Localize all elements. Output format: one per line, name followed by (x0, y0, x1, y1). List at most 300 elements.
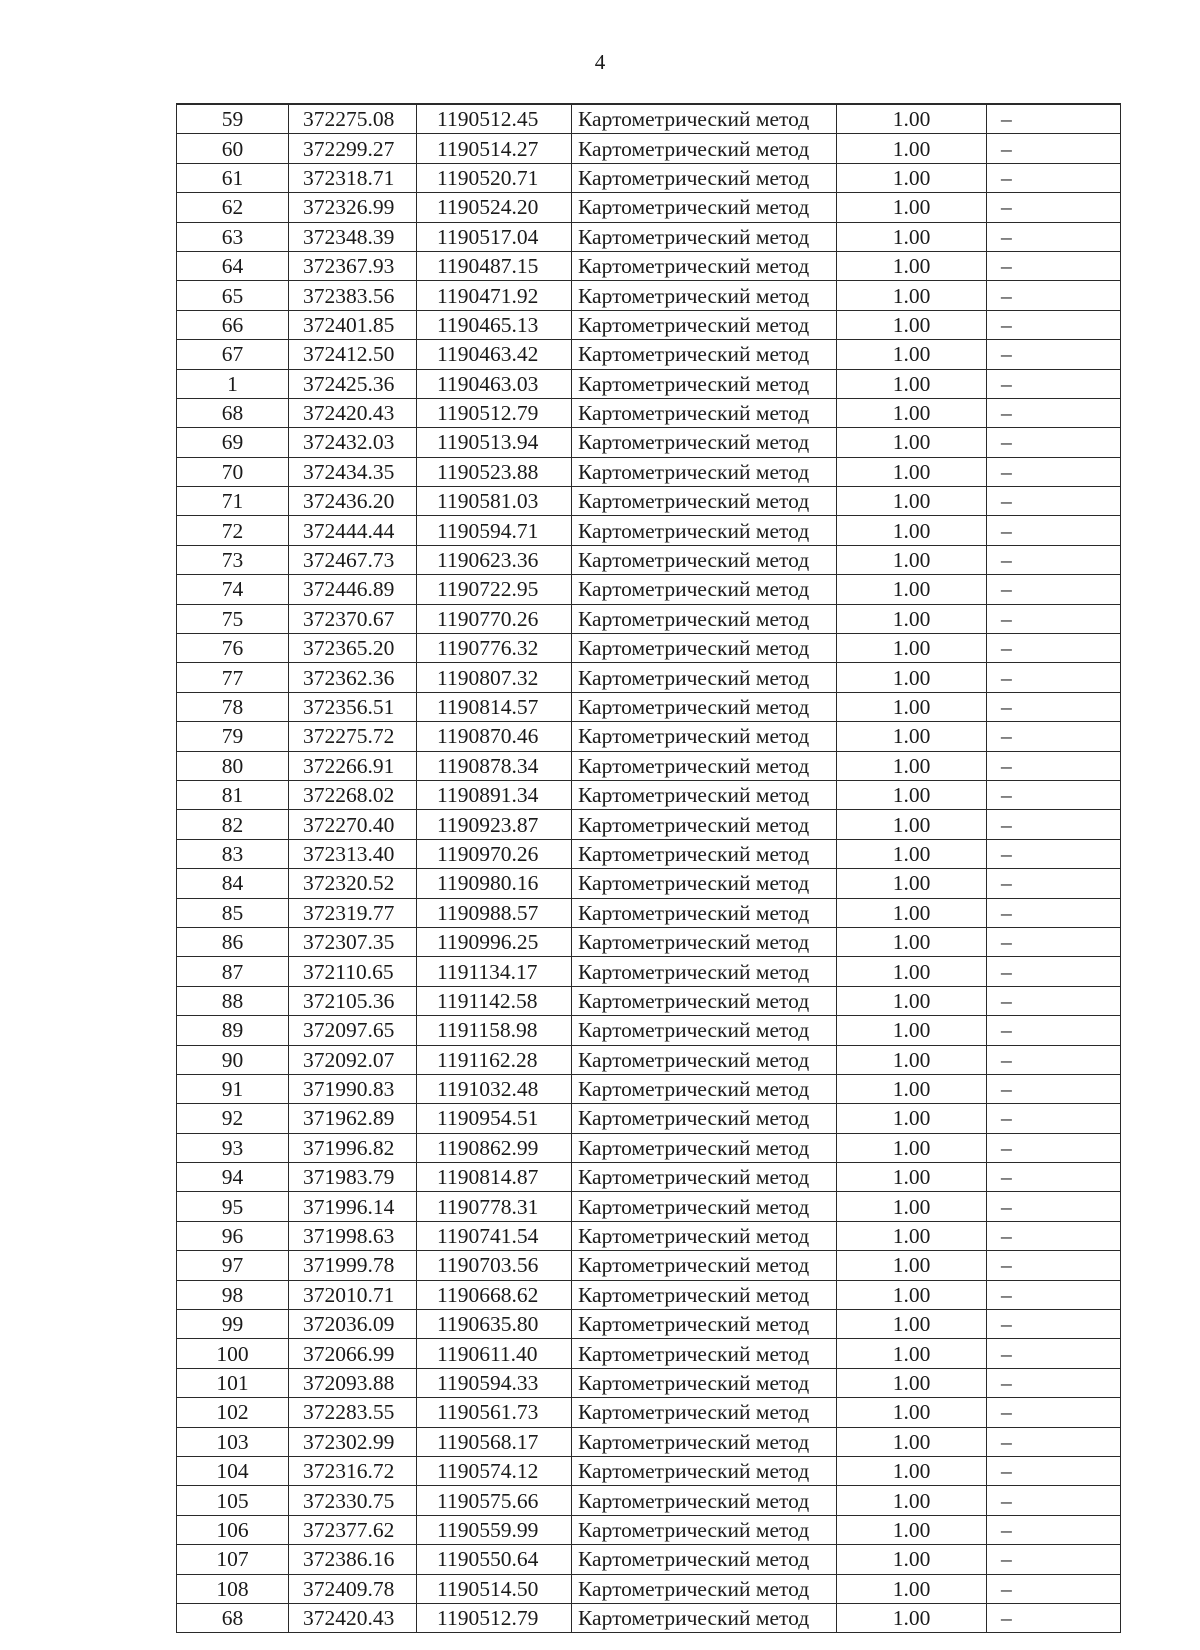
accuracy-cell: 1.00 (837, 722, 987, 751)
x-coordinate-cell: 372266.91 (289, 751, 417, 780)
x-coordinate-cell: 372444.44 (289, 516, 417, 545)
accuracy-cell: 1.00 (837, 193, 987, 222)
note-cell: – (987, 810, 1121, 839)
accuracy-cell: 1.00 (837, 369, 987, 398)
coordinates-table (176, 103, 1121, 1633)
method-cell: Картометрический метод (572, 1074, 837, 1103)
note-cell: – (987, 839, 1121, 868)
accuracy-cell: 1.00 (837, 839, 987, 868)
x-coordinate-cell: 372318.71 (289, 163, 417, 192)
accuracy-cell: 1.00 (837, 1045, 987, 1074)
accuracy-cell: 1.00 (837, 986, 987, 1015)
point-number-cell: 102 (177, 1398, 289, 1427)
x-coordinate-cell: 372370.67 (289, 604, 417, 633)
point-number-cell: 86 (177, 927, 289, 956)
table-row (177, 281, 1121, 310)
accuracy-cell: 1.00 (837, 898, 987, 927)
method-cell: Картометрический метод (572, 634, 837, 663)
coordinates-table-body (177, 104, 1121, 1633)
table-row (177, 545, 1121, 574)
method-cell: Картометрический метод (572, 163, 837, 192)
accuracy-cell: 1.00 (837, 281, 987, 310)
y-coordinate-cell: 1190463.03 (417, 369, 572, 398)
point-number-cell: 78 (177, 692, 289, 721)
y-coordinate-cell: 1190523.88 (417, 457, 572, 486)
note-cell: – (987, 1515, 1121, 1544)
x-coordinate-cell: 372348.39 (289, 222, 417, 251)
accuracy-cell: 1.00 (837, 869, 987, 898)
y-coordinate-cell: 1190770.26 (417, 604, 572, 633)
x-coordinate-cell: 372110.65 (289, 957, 417, 986)
x-coordinate-cell: 372307.35 (289, 927, 417, 956)
method-cell: Картометрический метод (572, 1339, 837, 1368)
y-coordinate-cell: 1191032.48 (417, 1074, 572, 1103)
point-number-cell: 69 (177, 428, 289, 457)
accuracy-cell: 1.00 (837, 1486, 987, 1515)
note-cell: – (987, 516, 1121, 545)
table-row (177, 1133, 1121, 1162)
point-number-cell: 73 (177, 545, 289, 574)
y-coordinate-cell: 1190559.99 (417, 1515, 572, 1544)
method-cell: Картометрический метод (572, 1280, 837, 1309)
method-cell: Картометрический метод (572, 1310, 837, 1339)
table-row (177, 839, 1121, 868)
y-coordinate-cell: 1190778.31 (417, 1192, 572, 1221)
note-cell: – (987, 1456, 1121, 1485)
y-coordinate-cell: 1190575.66 (417, 1486, 572, 1515)
y-coordinate-cell: 1190550.64 (417, 1545, 572, 1574)
point-number-cell: 80 (177, 751, 289, 780)
y-coordinate-cell: 1190923.87 (417, 810, 572, 839)
table-row (177, 134, 1121, 163)
y-coordinate-cell: 1190878.34 (417, 751, 572, 780)
x-coordinate-cell: 372275.72 (289, 722, 417, 751)
note-cell: – (987, 634, 1121, 663)
y-coordinate-cell: 1191142.58 (417, 986, 572, 1015)
accuracy-cell: 1.00 (837, 634, 987, 663)
table-row (177, 1221, 1121, 1250)
point-number-cell: 63 (177, 222, 289, 251)
x-coordinate-cell: 372097.65 (289, 1016, 417, 1045)
method-cell: Картометрический метод (572, 193, 837, 222)
note-cell: – (987, 575, 1121, 604)
x-coordinate-cell: 372313.40 (289, 839, 417, 868)
method-cell: Картометрический метод (572, 898, 837, 927)
note-cell: – (987, 927, 1121, 956)
y-coordinate-cell: 1190814.87 (417, 1163, 572, 1192)
point-number-cell: 87 (177, 957, 289, 986)
table-row (177, 1456, 1121, 1485)
x-coordinate-cell: 372316.72 (289, 1456, 417, 1485)
note-cell: – (987, 722, 1121, 751)
point-number-cell: 59 (177, 104, 289, 134)
accuracy-cell: 1.00 (837, 428, 987, 457)
table-row (177, 604, 1121, 633)
method-cell: Картометрический метод (572, 1368, 837, 1397)
note-cell: – (987, 663, 1121, 692)
note-cell: – (987, 1574, 1121, 1603)
method-cell: Картометрический метод (572, 692, 837, 721)
table-row (177, 457, 1121, 486)
accuracy-cell: 1.00 (837, 1163, 987, 1192)
x-coordinate-cell: 372302.99 (289, 1427, 417, 1456)
table-row (177, 634, 1121, 663)
point-number-cell: 72 (177, 516, 289, 545)
accuracy-cell: 1.00 (837, 340, 987, 369)
method-cell: Картометрический метод (572, 751, 837, 780)
y-coordinate-cell: 1190568.17 (417, 1427, 572, 1456)
note-cell: – (987, 1427, 1121, 1456)
y-coordinate-cell: 1190741.54 (417, 1221, 572, 1250)
point-number-cell: 71 (177, 487, 289, 516)
point-number-cell: 92 (177, 1104, 289, 1133)
note-cell: – (987, 457, 1121, 486)
method-cell: Картометрический метод (572, 310, 837, 339)
method-cell: Картометрический метод (572, 1603, 837, 1632)
point-number-cell: 68 (177, 1603, 289, 1632)
note-cell: – (987, 1016, 1121, 1045)
table-row (177, 1251, 1121, 1280)
table-row (177, 1074, 1121, 1103)
method-cell: Картометрический метод (572, 1163, 837, 1192)
accuracy-cell: 1.00 (837, 1251, 987, 1280)
x-coordinate-cell: 372432.03 (289, 428, 417, 457)
accuracy-cell: 1.00 (837, 810, 987, 839)
note-cell: – (987, 281, 1121, 310)
x-coordinate-cell: 372036.09 (289, 1310, 417, 1339)
y-coordinate-cell: 1190561.73 (417, 1398, 572, 1427)
accuracy-cell: 1.00 (837, 751, 987, 780)
note-cell: – (987, 1545, 1121, 1574)
table-row (177, 957, 1121, 986)
x-coordinate-cell: 372093.88 (289, 1368, 417, 1397)
point-number-cell: 67 (177, 340, 289, 369)
method-cell: Картометрический метод (572, 869, 837, 898)
note-cell: – (987, 1045, 1121, 1074)
method-cell: Картометрический метод (572, 1221, 837, 1250)
x-coordinate-cell: 371999.78 (289, 1251, 417, 1280)
table-row (177, 692, 1121, 721)
point-number-cell: 85 (177, 898, 289, 927)
x-coordinate-cell: 372467.73 (289, 545, 417, 574)
note-cell: – (987, 1603, 1121, 1632)
note-cell: – (987, 104, 1121, 134)
method-cell: Картометрический метод (572, 1515, 837, 1544)
table-row (177, 810, 1121, 839)
accuracy-cell: 1.00 (837, 163, 987, 192)
table-row (177, 1486, 1121, 1515)
method-cell: Картометрический метод (572, 545, 837, 574)
point-number-cell: 64 (177, 251, 289, 280)
x-coordinate-cell: 372446.89 (289, 575, 417, 604)
x-coordinate-cell: 372010.71 (289, 1280, 417, 1309)
x-coordinate-cell: 372409.78 (289, 1574, 417, 1603)
note-cell: – (987, 1251, 1121, 1280)
y-coordinate-cell: 1190870.46 (417, 722, 572, 751)
method-cell: Картометрический метод (572, 1045, 837, 1074)
note-cell: – (987, 251, 1121, 280)
accuracy-cell: 1.00 (837, 1427, 987, 1456)
x-coordinate-cell: 371962.89 (289, 1104, 417, 1133)
accuracy-cell: 1.00 (837, 104, 987, 134)
note-cell: – (987, 692, 1121, 721)
table-row (177, 575, 1121, 604)
accuracy-cell: 1.00 (837, 780, 987, 809)
x-coordinate-cell: 372319.77 (289, 898, 417, 927)
y-coordinate-cell: 1191158.98 (417, 1016, 572, 1045)
x-coordinate-cell: 372365.20 (289, 634, 417, 663)
point-number-cell: 107 (177, 1545, 289, 1574)
table-row (177, 428, 1121, 457)
x-coordinate-cell: 372330.75 (289, 1486, 417, 1515)
method-cell: Картометрический метод (572, 104, 837, 134)
x-coordinate-cell: 372383.56 (289, 281, 417, 310)
table-row (177, 1339, 1121, 1368)
x-coordinate-cell: 372105.36 (289, 986, 417, 1015)
x-coordinate-cell: 372326.99 (289, 193, 417, 222)
note-cell: – (987, 369, 1121, 398)
point-number-cell: 70 (177, 457, 289, 486)
table-row (177, 516, 1121, 545)
point-number-cell: 100 (177, 1339, 289, 1368)
method-cell: Картометрический метод (572, 457, 837, 486)
method-cell: Картометрический метод (572, 134, 837, 163)
note-cell: – (987, 487, 1121, 516)
point-number-cell: 90 (177, 1045, 289, 1074)
x-coordinate-cell: 372283.55 (289, 1398, 417, 1427)
y-coordinate-cell: 1190520.71 (417, 163, 572, 192)
y-coordinate-cell: 1190594.33 (417, 1368, 572, 1397)
x-coordinate-cell: 372420.43 (289, 1603, 417, 1632)
table-row (177, 163, 1121, 192)
y-coordinate-cell: 1190512.79 (417, 1603, 572, 1632)
accuracy-cell: 1.00 (837, 663, 987, 692)
table-row (177, 1163, 1121, 1192)
method-cell: Картометрический метод (572, 604, 837, 633)
note-cell: – (987, 428, 1121, 457)
method-cell: Картометрический метод (572, 1574, 837, 1603)
method-cell: Картометрический метод (572, 957, 837, 986)
method-cell: Картометрический метод (572, 839, 837, 868)
accuracy-cell: 1.00 (837, 1074, 987, 1103)
point-number-cell: 66 (177, 310, 289, 339)
method-cell: Картометрический метод (572, 340, 837, 369)
point-number-cell: 74 (177, 575, 289, 604)
point-number-cell: 106 (177, 1515, 289, 1544)
accuracy-cell: 1.00 (837, 516, 987, 545)
x-coordinate-cell: 372066.99 (289, 1339, 417, 1368)
method-cell: Картометрический метод (572, 810, 837, 839)
note-cell: – (987, 898, 1121, 927)
point-number-cell: 95 (177, 1192, 289, 1221)
table-row (177, 1427, 1121, 1456)
point-number-cell: 99 (177, 1310, 289, 1339)
table-row (177, 780, 1121, 809)
table-row (177, 1016, 1121, 1045)
method-cell: Картометрический метод (572, 1456, 837, 1485)
y-coordinate-cell: 1190891.34 (417, 780, 572, 809)
y-coordinate-cell: 1191134.17 (417, 957, 572, 986)
note-cell: – (987, 310, 1121, 339)
method-cell: Картометрический метод (572, 398, 837, 427)
x-coordinate-cell: 371996.14 (289, 1192, 417, 1221)
point-number-cell: 84 (177, 869, 289, 898)
note-cell: – (987, 134, 1121, 163)
y-coordinate-cell: 1190514.27 (417, 134, 572, 163)
point-number-cell: 104 (177, 1456, 289, 1485)
table-row (177, 869, 1121, 898)
accuracy-cell: 1.00 (837, 1192, 987, 1221)
accuracy-cell: 1.00 (837, 1016, 987, 1045)
accuracy-cell: 1.00 (837, 1104, 987, 1133)
accuracy-cell: 1.00 (837, 1515, 987, 1544)
accuracy-cell: 1.00 (837, 251, 987, 280)
x-coordinate-cell: 372356.51 (289, 692, 417, 721)
x-coordinate-cell: 372270.40 (289, 810, 417, 839)
point-number-cell: 96 (177, 1221, 289, 1250)
page-number: 4 (594, 50, 606, 74)
y-coordinate-cell: 1190954.51 (417, 1104, 572, 1133)
y-coordinate-cell: 1190862.99 (417, 1133, 572, 1162)
table-row (177, 1310, 1121, 1339)
accuracy-cell: 1.00 (837, 957, 987, 986)
table-row (177, 986, 1121, 1015)
table-row (177, 927, 1121, 956)
note-cell: – (987, 193, 1121, 222)
note-cell: – (987, 1221, 1121, 1250)
method-cell: Картометрический метод (572, 369, 837, 398)
method-cell: Картометрический метод (572, 1398, 837, 1427)
method-cell: Картометрический метод (572, 1016, 837, 1045)
note-cell: – (987, 957, 1121, 986)
method-cell: Картометрический метод (572, 1192, 837, 1221)
accuracy-cell: 1.00 (837, 1574, 987, 1603)
y-coordinate-cell: 1190807.32 (417, 663, 572, 692)
accuracy-cell: 1.00 (837, 1310, 987, 1339)
note-cell: – (987, 751, 1121, 780)
y-coordinate-cell: 1190703.56 (417, 1251, 572, 1280)
method-cell: Картометрический метод (572, 428, 837, 457)
note-cell: – (987, 1368, 1121, 1397)
note-cell: – (987, 1163, 1121, 1192)
x-coordinate-cell: 372425.36 (289, 369, 417, 398)
point-number-cell: 88 (177, 986, 289, 1015)
accuracy-cell: 1.00 (837, 545, 987, 574)
accuracy-cell: 1.00 (837, 604, 987, 633)
note-cell: – (987, 545, 1121, 574)
note-cell: – (987, 1192, 1121, 1221)
y-coordinate-cell: 1190513.94 (417, 428, 572, 457)
accuracy-cell: 1.00 (837, 1221, 987, 1250)
method-cell: Картометрический метод (572, 575, 837, 604)
accuracy-cell: 1.00 (837, 457, 987, 486)
x-coordinate-cell: 371998.63 (289, 1221, 417, 1250)
table-row (177, 251, 1121, 280)
table-row (177, 722, 1121, 751)
table-row (177, 222, 1121, 251)
point-number-cell: 89 (177, 1016, 289, 1045)
point-number-cell: 81 (177, 780, 289, 809)
note-cell: – (987, 1133, 1121, 1162)
accuracy-cell: 1.00 (837, 1280, 987, 1309)
point-number-cell: 1 (177, 369, 289, 398)
point-number-cell: 105 (177, 1486, 289, 1515)
y-coordinate-cell: 1190722.95 (417, 575, 572, 604)
point-number-cell: 62 (177, 193, 289, 222)
accuracy-cell: 1.00 (837, 575, 987, 604)
table-row (177, 1545, 1121, 1574)
y-coordinate-cell: 1191162.28 (417, 1045, 572, 1074)
method-cell: Картометрический метод (572, 1545, 837, 1574)
method-cell: Картометрический метод (572, 1486, 837, 1515)
note-cell: – (987, 398, 1121, 427)
y-coordinate-cell: 1190611.40 (417, 1339, 572, 1368)
table-row (177, 1368, 1121, 1397)
accuracy-cell: 1.00 (837, 1545, 987, 1574)
table-row (177, 369, 1121, 398)
point-number-cell: 103 (177, 1427, 289, 1456)
point-number-cell: 65 (177, 281, 289, 310)
x-coordinate-cell: 372275.08 (289, 104, 417, 134)
x-coordinate-cell: 372268.02 (289, 780, 417, 809)
note-cell: – (987, 869, 1121, 898)
y-coordinate-cell: 1190512.45 (417, 104, 572, 134)
method-cell: Картометрический метод (572, 281, 837, 310)
x-coordinate-cell: 372401.85 (289, 310, 417, 339)
point-number-cell: 79 (177, 722, 289, 751)
accuracy-cell: 1.00 (837, 692, 987, 721)
point-number-cell: 61 (177, 163, 289, 192)
y-coordinate-cell: 1190635.80 (417, 1310, 572, 1339)
table-row (177, 1603, 1121, 1632)
method-cell: Картометрический метод (572, 1251, 837, 1280)
x-coordinate-cell: 372362.36 (289, 663, 417, 692)
x-coordinate-cell: 372377.62 (289, 1515, 417, 1544)
x-coordinate-cell: 372434.35 (289, 457, 417, 486)
table-row (177, 1515, 1121, 1544)
table-row (177, 1398, 1121, 1427)
table-row (177, 104, 1121, 134)
note-cell: – (987, 780, 1121, 809)
table-row (177, 1574, 1121, 1603)
table-row (177, 663, 1121, 692)
point-number-cell: 82 (177, 810, 289, 839)
point-number-cell: 77 (177, 663, 289, 692)
y-coordinate-cell: 1190512.79 (417, 398, 572, 427)
table-row (177, 487, 1121, 516)
point-number-cell: 60 (177, 134, 289, 163)
table-row (177, 340, 1121, 369)
table-row (177, 398, 1121, 427)
method-cell: Картометрический метод (572, 222, 837, 251)
y-coordinate-cell: 1190623.36 (417, 545, 572, 574)
x-coordinate-cell: 371983.79 (289, 1163, 417, 1192)
method-cell: Картометрический метод (572, 722, 837, 751)
method-cell: Картометрический метод (572, 1427, 837, 1456)
x-coordinate-cell: 371990.83 (289, 1074, 417, 1103)
table-row (177, 751, 1121, 780)
method-cell: Картометрический метод (572, 986, 837, 1015)
point-number-cell: 97 (177, 1251, 289, 1280)
note-cell: – (987, 986, 1121, 1015)
table-row (177, 310, 1121, 339)
note-cell: – (987, 340, 1121, 369)
accuracy-cell: 1.00 (837, 222, 987, 251)
note-cell: – (987, 1310, 1121, 1339)
table-row (177, 1192, 1121, 1221)
y-coordinate-cell: 1190594.71 (417, 516, 572, 545)
point-number-cell: 98 (177, 1280, 289, 1309)
